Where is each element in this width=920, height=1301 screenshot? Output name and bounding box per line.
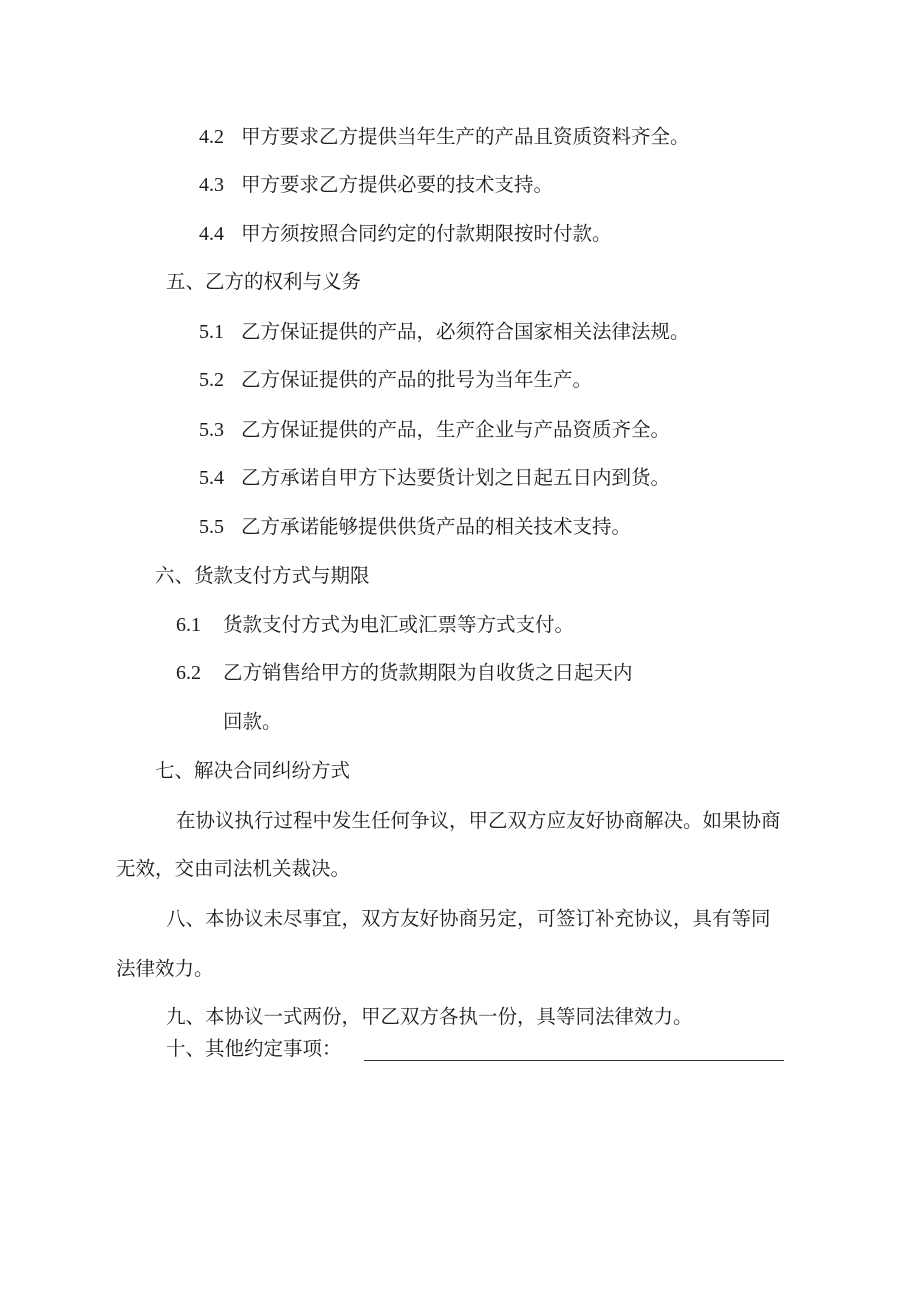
clause-number: 4.3 [199,174,224,196]
section-8-line-1: 八、本协议未尽事宜，双方友好协商另定，可签订补充协议，具有等同 [166,907,771,930]
clause-number: 5.3 [199,419,224,441]
clause-5-4 [199,466,670,490]
clause-5-5 [199,515,631,539]
clause-text: 乙方销售给甲方的货款期限为自收货之日起天内 [223,661,633,684]
clause-4-3 [199,173,553,197]
clause-4-4 [199,222,612,246]
clause-text: 乙方保证提供的产品，必须符合国家相关法律法规。 [241,320,690,343]
clause-6-2 [176,661,633,685]
section-7-paragraph-line-1: 在协议执行过程中发生任何争议，甲乙双方应友好协商解决。如果协商 [176,809,781,832]
section-10-row [166,1036,784,1061]
clause-number: 5.1 [199,321,224,343]
clause-number: 5.4 [199,467,224,489]
clause-text: 货款支付方式为电汇或汇票等方式支付。 [223,613,575,636]
clause-5-1 [199,320,690,344]
clause-text: 乙方承诺自甲方下达要货计划之日起五日内到货。 [241,466,671,489]
clause-text: 乙方保证提供的产品，生产企业与产品资质齐全。 [241,418,671,441]
clause-text: 甲方要求乙方提供必要的技术支持。 [241,173,554,196]
clause-5-3 [199,418,670,442]
clause-number: 6.1 [176,614,201,636]
section-9-text: 九、本协议一式两份，甲乙双方各执一份，具等同法律效力。 [166,1005,693,1028]
section-heading-7: 七、解决合同纠纷方式 [155,759,351,782]
clause-number: 6.2 [176,662,201,684]
clause-6-2-continuation: 回款。 [223,710,282,733]
clause-number: 4.4 [199,223,224,245]
section-10-label: 十、其他约定事项： [166,1037,342,1060]
clause-number: 5.2 [199,369,224,391]
section-7-paragraph-line-2: 无效，交由司法机关裁决。 [116,857,351,880]
clause-text: 乙方承诺能够提供供货产品的相关技术支持。 [241,515,632,538]
clause-text: 甲方须按照合同约定的付款期限按时付款。 [241,222,612,245]
section-heading-6: 六、货款支付方式与期限 [155,564,370,587]
clause-4-2 [199,125,690,149]
section-heading-5: 五、乙方的权利与义务 [166,270,362,293]
clause-6-1 [176,613,574,637]
fill-in-blank-line[interactable] [364,1036,784,1061]
clause-text: 乙方保证提供的产品的批号为当年生产。 [241,368,593,391]
clause-5-2 [199,368,592,392]
clause-number: 5.5 [199,516,224,538]
clause-number: 4.2 [199,126,224,148]
section-8-line-2: 法律效力。 [116,957,214,980]
clause-text: 甲方要求乙方提供当年生产的产品且资质资料齐全。 [241,125,690,148]
